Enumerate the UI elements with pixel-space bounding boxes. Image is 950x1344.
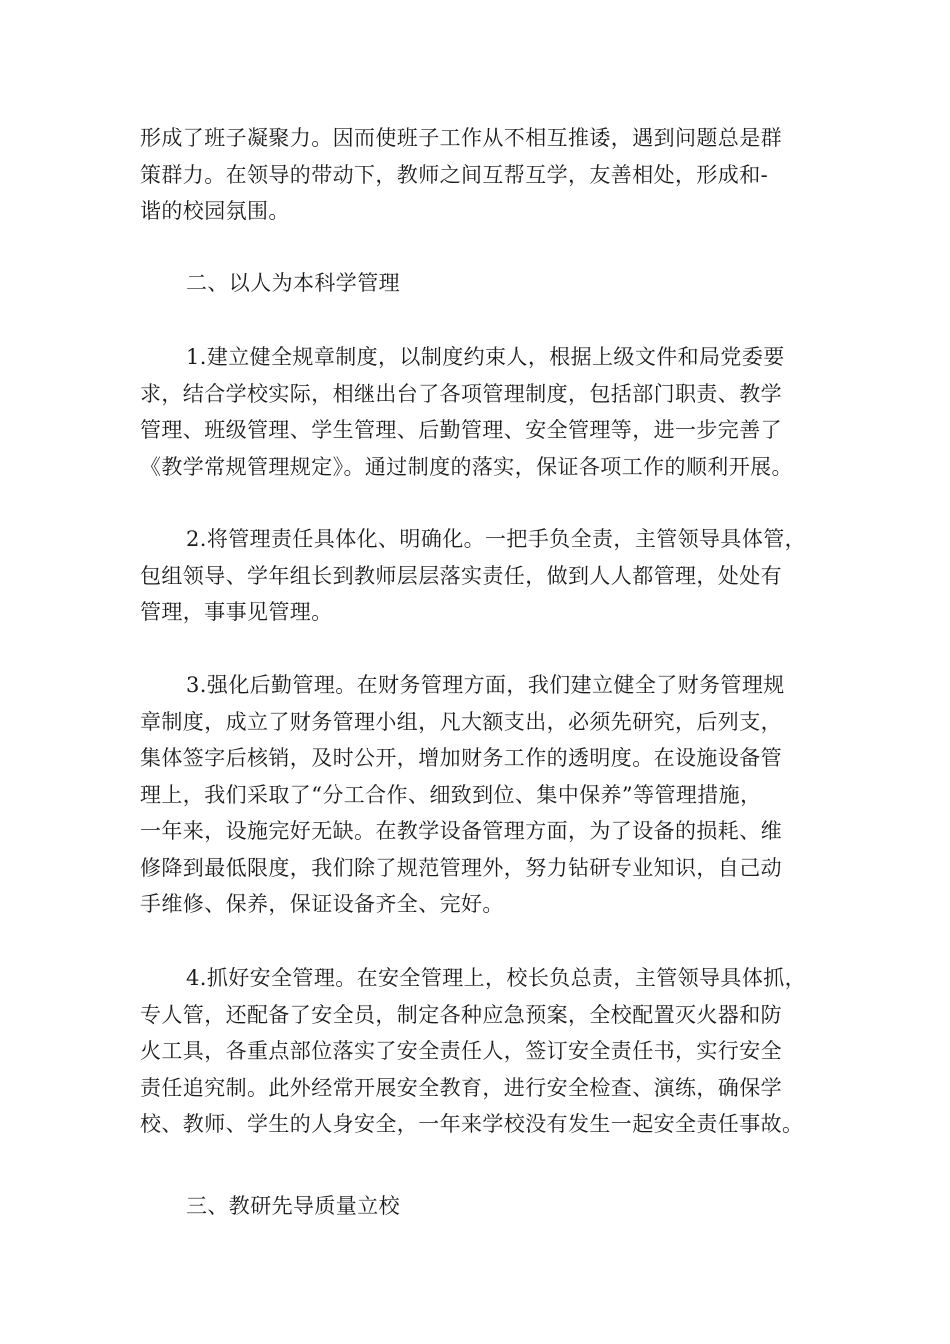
section-heading-3: 三、教研先导质量立校 [186, 1194, 400, 1218]
paragraph-line: 策群力。在领导的带动下，教师之间互帮互学，友善相处，形成和- [140, 162, 769, 187]
paragraph-line: 形成了班子凝聚力。因而使班子工作从不相互推诿，遇到问题总是群 [140, 126, 782, 150]
paragraph-line: 《教学常规管理规定》。通过制度的落实，保证各项工作的顺利开展。 [140, 454, 793, 479]
paragraph-line: 专人管，还配备了安全员，制定各种应急预案，全校配置灭火器和防 [140, 1002, 782, 1027]
paragraph-line: 3.强化后勤管理。在财务管理方面，我们建立健全了财务管理规 [186, 673, 785, 697]
paragraph-line: 2.将管理责任具体化、明确化。一把手负全责，主管领导具体管， [186, 527, 807, 551]
paragraph-line: 包组领导、学年组长到教师层层落实责任，做到人人都管理，处处有 [140, 563, 782, 588]
paragraph-line: 一年来，设施完好无缺。在教学设备管理方面，为了设备的损耗、维 [140, 819, 782, 843]
paragraph-line: 求，结合学校实际，相继出台了各项管理制度，包括部门职责、教学 [140, 381, 782, 406]
paragraph-line: 4.抓好安全管理。在安全管理上，校长负总责，主管领导具体抓， [186, 966, 807, 990]
paragraph-line: 修降到最低限度，我们除了规范管理外，努力钻研专业知识，自己动 [140, 855, 782, 880]
paragraph-1 [140, 339, 830, 485]
paragraph-line: 火工具，各重点部位落实了安全责任人，签订安全责任书，实行安全 [140, 1039, 782, 1063]
paragraph-line: 管理，事事见管理。 [140, 600, 333, 624]
paragraph-2 [140, 521, 830, 631]
paragraph-line: 理上，我们采取了“分工合作、细致到位、集中保养”等管理措施， [140, 782, 762, 807]
paragraph-line: 校、教师、学生的人身安全，一年来学校没有发生一起安全责任事故。 [140, 1112, 804, 1136]
paragraph-line: 责任追究制。此外经常开展安全教育，进行安全检查、演练，确保学 [140, 1075, 782, 1100]
paragraph-line: 管理、班级管理、学生管理、后勤管理、安全管理等，进一步完善了 [140, 418, 782, 442]
section-heading-2: 二、以人为本科学管理 [186, 271, 400, 295]
paragraph-line: 集体签字后核销，及时公开，增加财务工作的透明度。在设施设备管 [140, 746, 782, 770]
paragraph-line: 1.建立健全规章制度，以制度约束人，根据上级文件和局党委要 [186, 345, 785, 369]
intro-paragraph [140, 120, 830, 230]
paragraph-line: 谐的校园氛围。 [140, 199, 290, 223]
paragraph-line: 手维修、保养，保证设备齐全、完好。 [140, 892, 504, 916]
paragraph-line: 章制度，成立了财务管理小组，凡大额支出，必须先研究，后列支， [140, 709, 782, 734]
paragraph-3 [140, 667, 830, 923]
paragraph-4 [140, 960, 830, 1143]
